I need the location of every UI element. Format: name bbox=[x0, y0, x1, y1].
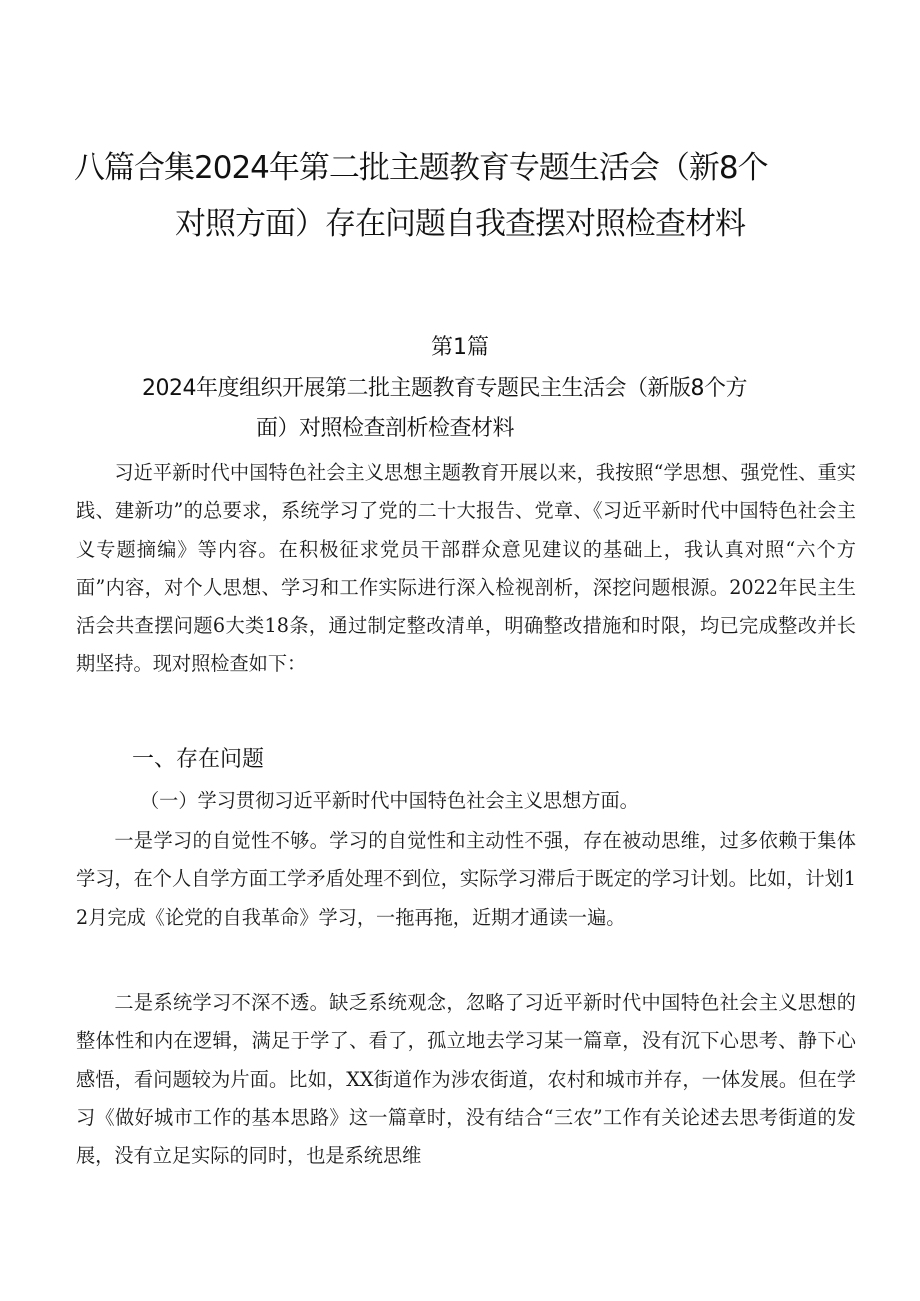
document-title-line-1: 八篇合集2024年第二批主题教育专题生活会（新8个 bbox=[74, 150, 768, 186]
body-paragraph-2: 二是系统学习不深不透。缺乏系统观念，忽略了习近平新时代中国特色社会主义思想的整体性和内在逻辑，满足于学了、看了，孤立地去学习某一篇章，没有沉下心思考、静下心感悟，看问题较为片面。比如，XX街道作为涉农街道，农村和城市并存，一体发展。但在学习《做好城市工作的基本思路》这一篇章时，没有结合“三农”工作有关论述去思考街道的发展，没有立足实际的同时，也是系统思维 bbox=[76, 991, 856, 1168]
document-title-line-2: 对照方面）存在问题自我查摆对照检查材料 bbox=[175, 206, 745, 242]
body-paragraph-1: 一是学习的自觉性不够。学习的自觉性和主动性不强，存在被动思维，过多依赖于集体学习，在个人自学方面工学矛盾处理不到位，实际学习滞后于既定的学习计划。比如，计划12月完成《论党的自我革命》学习，一拖再拖，近期才通读一遍。 bbox=[76, 829, 856, 929]
subtitle-line-2: 面）对照检查剖析检查材料 bbox=[256, 416, 515, 441]
subsection-heading: （一）学习贯彻习近平新时代中国特色社会主义思想方面。 bbox=[140, 789, 639, 812]
section-heading: 一、存在问题 bbox=[132, 747, 265, 772]
intro-paragraph: 习近平新时代中国特色社会主义思想主题教育开展以来，我按照“学思想、强党性、重实践、建新功”的总要求，系统学习了党的二十大报告、党章、《习近平新时代中国特色社会主义专题摘编》等内容。在积极征求党员干部群众意见建议的基础上，我认真对照“六个方面”内容，对个人思想、学习和工作实际进行深入检视剖析，深挖问题根源。2022年民主生活会共查摆问题6大类18条，通过制定整改清单，明确整改措施和时限，均已完成整改并长期坚持。现对照检查如下： bbox=[76, 461, 856, 676]
part-label: 第1篇 bbox=[431, 335, 489, 360]
subtitle-line-1: 2024年度组织开展第二批主题教育专题民主生活会（新版8个方 bbox=[142, 376, 747, 401]
